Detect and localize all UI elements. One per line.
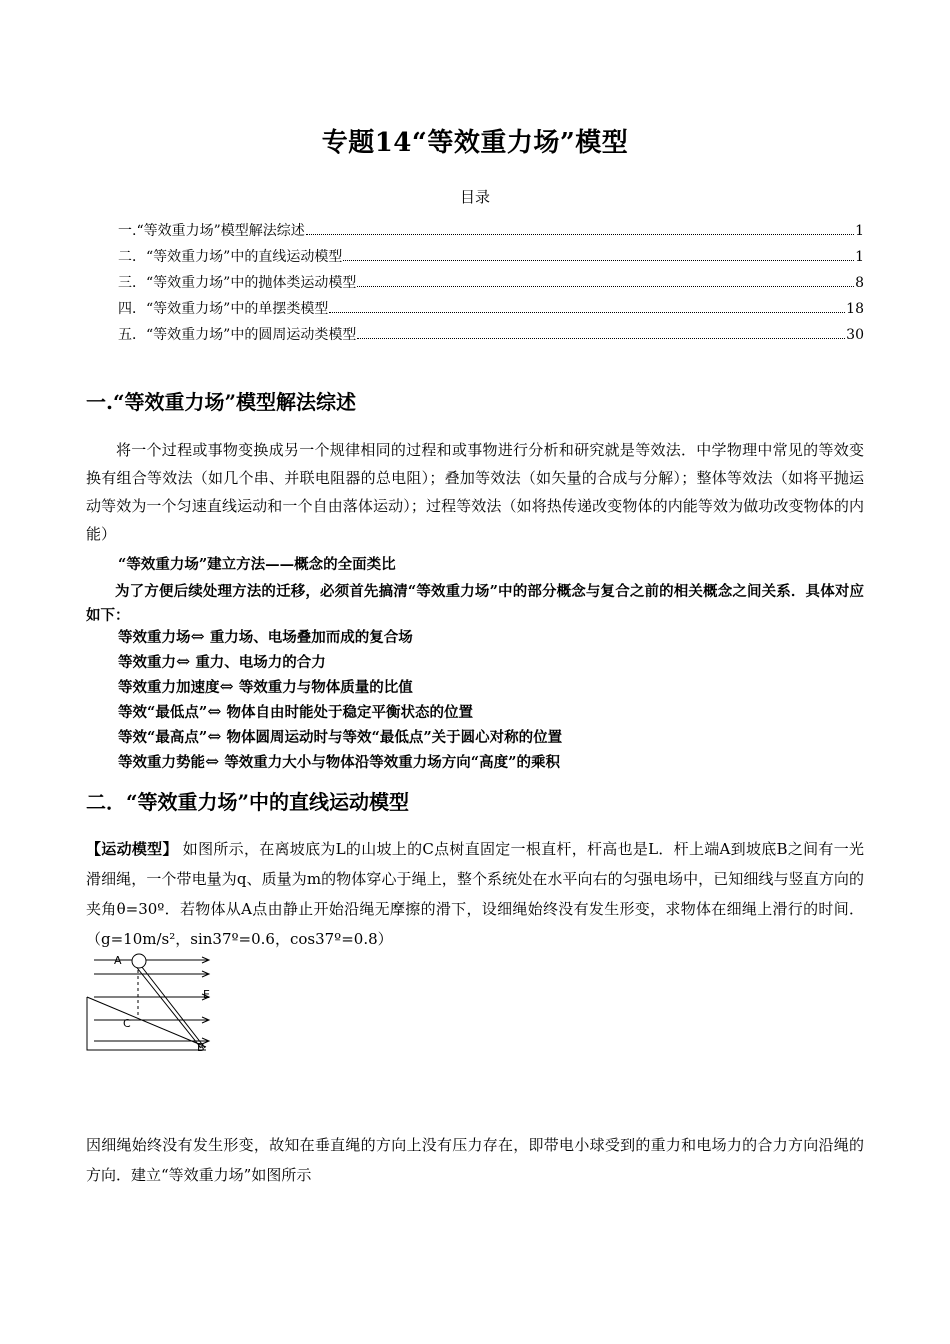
toc-leader-dots <box>329 297 845 313</box>
problem-statement <box>86 834 864 954</box>
concept-pair <box>118 750 560 775</box>
document-title: 专题14“等效重力场”模型 <box>321 128 629 158</box>
concept-pair <box>118 625 413 650</box>
toc-entry-page: 1 <box>855 223 864 239</box>
toc-entry-label: 四．“等效重力场”中的单摆类模型 <box>118 301 329 317</box>
toc-entry[interactable] <box>118 244 864 270</box>
toc-entry-page: 30 <box>846 327 864 343</box>
toc-entry[interactable] <box>118 218 864 244</box>
double-arrow-icon: ⇔ <box>190 627 205 647</box>
label-c: C <box>123 1017 131 1030</box>
solution-text: 因细绳始终没有发生形变，故知在垂直绳的方向上没有压力存在，即带电小球受到的重力和电场力的合力方向沿绳的方向．建立“等效重力场”如图所示 <box>86 1136 864 1184</box>
method-title: “等效重力场”建立方法——概念的全面类比 <box>118 556 396 573</box>
section-2-heading: 二．“等效重力场”中的直线运动模型 <box>86 790 410 814</box>
rope-edge <box>134 964 201 1048</box>
double-arrow-icon: ⇔ <box>205 752 220 772</box>
method-description: 为了方便后续处理方法的迁移，必须首先搞清“等效重力场”中的部分概念与复合之前的相关概念之间关系．具体对应如下： <box>86 583 864 624</box>
toc-leader-dots <box>306 219 854 235</box>
concept-left: 等效重力 <box>118 654 176 671</box>
toc-entry-page: 18 <box>846 301 864 317</box>
toc-heading: 目录 <box>459 188 490 206</box>
rope <box>138 962 205 1048</box>
concept-right: 等效重力与物体质量的比值 <box>238 679 413 696</box>
toc-entry[interactable] <box>118 296 864 322</box>
concept-pair <box>118 725 562 750</box>
concept-pair <box>118 675 413 700</box>
toc-leader-dots <box>357 323 845 339</box>
table-of-contents <box>118 218 864 348</box>
double-arrow-icon: ⇔ <box>207 727 222 747</box>
problem-tag: 【运动模型】 <box>86 840 178 858</box>
toc-entry-label: 三．“等效重力场”中的抛体类运动模型 <box>118 275 357 291</box>
section-1-intro: 将一个过程或事物变换成另一个规律相同的过程和或事物进行分析和研究就是等效法．中学物理中常见的等效变换有组合等效法（如几个串、并联电阻器的总电阻）；叠加等效法（如矢量的合成与分解）；整体等效法（如将平抛运动等效为一个匀速直线运动和一个自由落体运动）；过程等效法（如将热传递改变物体的内能等效为做功改变物体的内能） <box>86 441 864 543</box>
concept-left: 等效重力加速度 <box>118 679 220 696</box>
toc-entry-label: 一.“等效重力场”模型解法综述 <box>118 223 305 239</box>
toc-entry-label: 五．“等效重力场”中的圆周运动类模型 <box>118 327 357 343</box>
concept-pair <box>118 650 326 675</box>
slope <box>87 997 206 1050</box>
double-arrow-icon: ⇔ <box>176 652 191 672</box>
slope-rope-figure <box>84 950 218 1054</box>
concept-left: 等效“最低点” <box>118 704 208 721</box>
label-a: A <box>114 954 122 967</box>
toc-entry[interactable] <box>118 270 864 296</box>
label-b: B <box>197 1041 205 1054</box>
concept-left: 等效“最高点” <box>118 729 208 746</box>
concept-left: 等效重力场 <box>118 629 191 646</box>
charged-ball <box>132 954 146 968</box>
concept-right: 重力、电场力的合力 <box>195 654 326 671</box>
concept-left: 等效重力势能 <box>118 754 205 771</box>
concept-right: 等效重力大小与物体沿等效重力场方向“高度”的乘积 <box>224 754 560 771</box>
problem-text: 如图所示，在离坡底为L的山坡上的C点树直固定一根直杆，杆高也是L．杆上端A到坡底B之间有一光滑细绳，一个带电量为q、质量为m的物体穿心于绳上，整个系统处在水平向右的匀强电场中，已知细线与竖直方向的夹角θ=30º．若物体从A点由静止开始沿绳无摩擦的滑下，设细绳始终没有发生形变，求物体在细绳上滑行的时间．（g=10m/s²，sin37º=0.6，cos37º=0.8） <box>86 840 864 948</box>
label-e: E <box>203 988 210 1001</box>
double-arrow-icon: ⇔ <box>207 702 222 722</box>
toc-entry-page: 8 <box>855 275 864 291</box>
toc-leader-dots <box>357 271 854 287</box>
toc-entry-label: 二．“等效重力场”中的直线运动模型 <box>118 249 343 265</box>
toc-entry[interactable] <box>118 322 864 348</box>
concept-right: 物体圆周运动时与等效“最低点”关于圆心对称的位置 <box>226 729 563 746</box>
toc-entry-page: 1 <box>855 249 864 265</box>
concept-pair <box>118 700 473 725</box>
section-1-heading: 一.“等效重力场”模型解法综述 <box>86 390 356 414</box>
toc-leader-dots <box>343 245 854 261</box>
concept-right: 重力场、电场叠加而成的复合场 <box>209 629 413 646</box>
concept-right: 物体自由时能处于稳定平衡状态的位置 <box>226 704 473 721</box>
double-arrow-icon: ⇔ <box>219 677 234 697</box>
